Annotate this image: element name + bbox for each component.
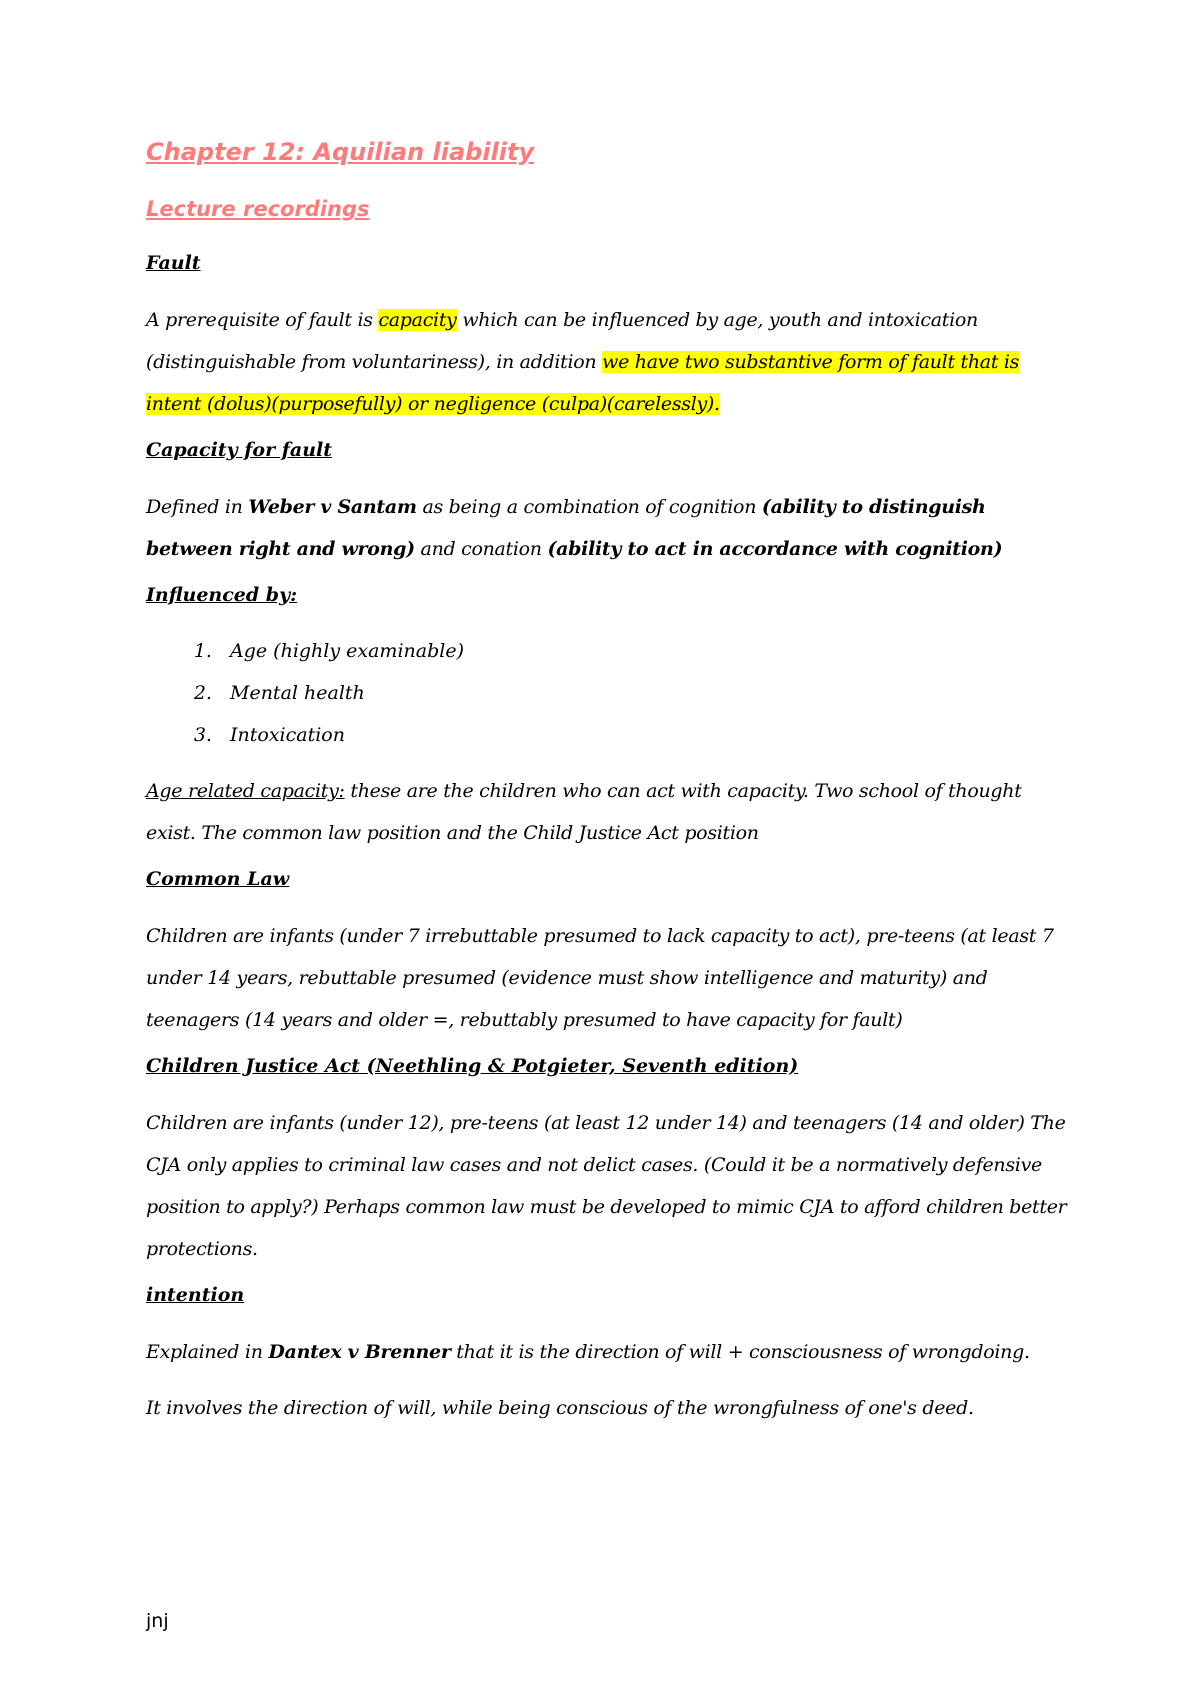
heading-influenced-by: Influenced by:: [146, 583, 298, 606]
page-footer: jnj: [146, 1610, 169, 1632]
age-related-label: Age related capacity:: [146, 780, 345, 803]
heading-intention: intention: [146, 1283, 245, 1306]
fault-text-a: A prerequisite of fault is: [146, 308, 379, 331]
heading-capacity-for-fault: Capacity for fault: [146, 438, 333, 461]
age-related-paragraph: [146, 770, 1076, 854]
section-title: Lecture recordings: [146, 196, 370, 221]
list-item: 3. Intoxication: [218, 714, 1076, 756]
intention-text-b: that it is the direction of will + consciousness of wrongdoing.: [450, 1340, 1030, 1363]
list-item: 2. Mental health: [218, 672, 1076, 714]
capacity-text-a: Defined in: [146, 495, 249, 518]
fault-paragraph: [146, 299, 1076, 425]
heading-common-law: Common Law: [146, 868, 290, 891]
common-law-paragraph: Children are infants (under 7 irrebuttable presumed to lack capacity to act), pre-teens (at least 7 under 14 years, rebuttable presumed (evidence must show intelligence and maturity) and teenagers (14 years and older =, rebuttably presumed to have capacity for fault): [146, 925, 1054, 1032]
capacity-bold-cognition: (ability to distinguish between right and wrong): [146, 495, 986, 560]
document-page: [146, 138, 1076, 1443]
capacity-text-b: as being a combination of cognition: [416, 495, 762, 518]
fault-text-b: which can be influenced by age, youth and intoxication (distinguishable from voluntariness), in addition: [146, 308, 978, 373]
capacity-text-c: and conation: [414, 537, 548, 560]
cja-paragraph: Children are infants (under 12), pre-teens (at least 12 under 14) and teenagers (14 and older) The CJA only applies to criminal law cases and not delict cases. (Could it be a normatively defensive position to apply?) Perhaps common law must be developed to mimic CJA to afford children better protections.: [146, 1111, 1067, 1260]
influenced-list: [146, 630, 1076, 756]
heading-fault: Fault: [146, 251, 201, 274]
case-weber-v-santam: Weber v Santam: [248, 495, 417, 518]
intention-text-a: Explained in: [146, 1340, 269, 1363]
intention-paragraph-2: It involves the direction of will, while being conscious of the wrongfulness of one's deed.: [146, 1396, 974, 1419]
age-related-text: these are the children who can act with capacity. Two school of thought exist. The common law position and the Child Justice Act position: [146, 780, 1022, 845]
capacity-bold-conation: (ability to act in accordance with cognition): [547, 537, 1003, 560]
highlight-capacity: capacity: [378, 308, 457, 331]
case-dantex-v-brenner: Dantex v Brenner: [268, 1340, 451, 1363]
intention-paragraph-1: [146, 1331, 1076, 1373]
list-item: 1. Age (highly examinable): [218, 630, 1076, 672]
chapter-title: Chapter 12: Aquilian liability: [146, 138, 535, 166]
fault-text-end: .: [714, 392, 720, 415]
highlight-forms-of-fault: we have two substantive form of fault that is intent (dolus)(purposefully) or negligence (culpa)(carelessly): [146, 350, 1020, 415]
heading-children-justice-act: Children Justice Act (Neethling & Potgieter, Seventh edition): [146, 1055, 799, 1078]
capacity-paragraph: [146, 486, 1076, 570]
